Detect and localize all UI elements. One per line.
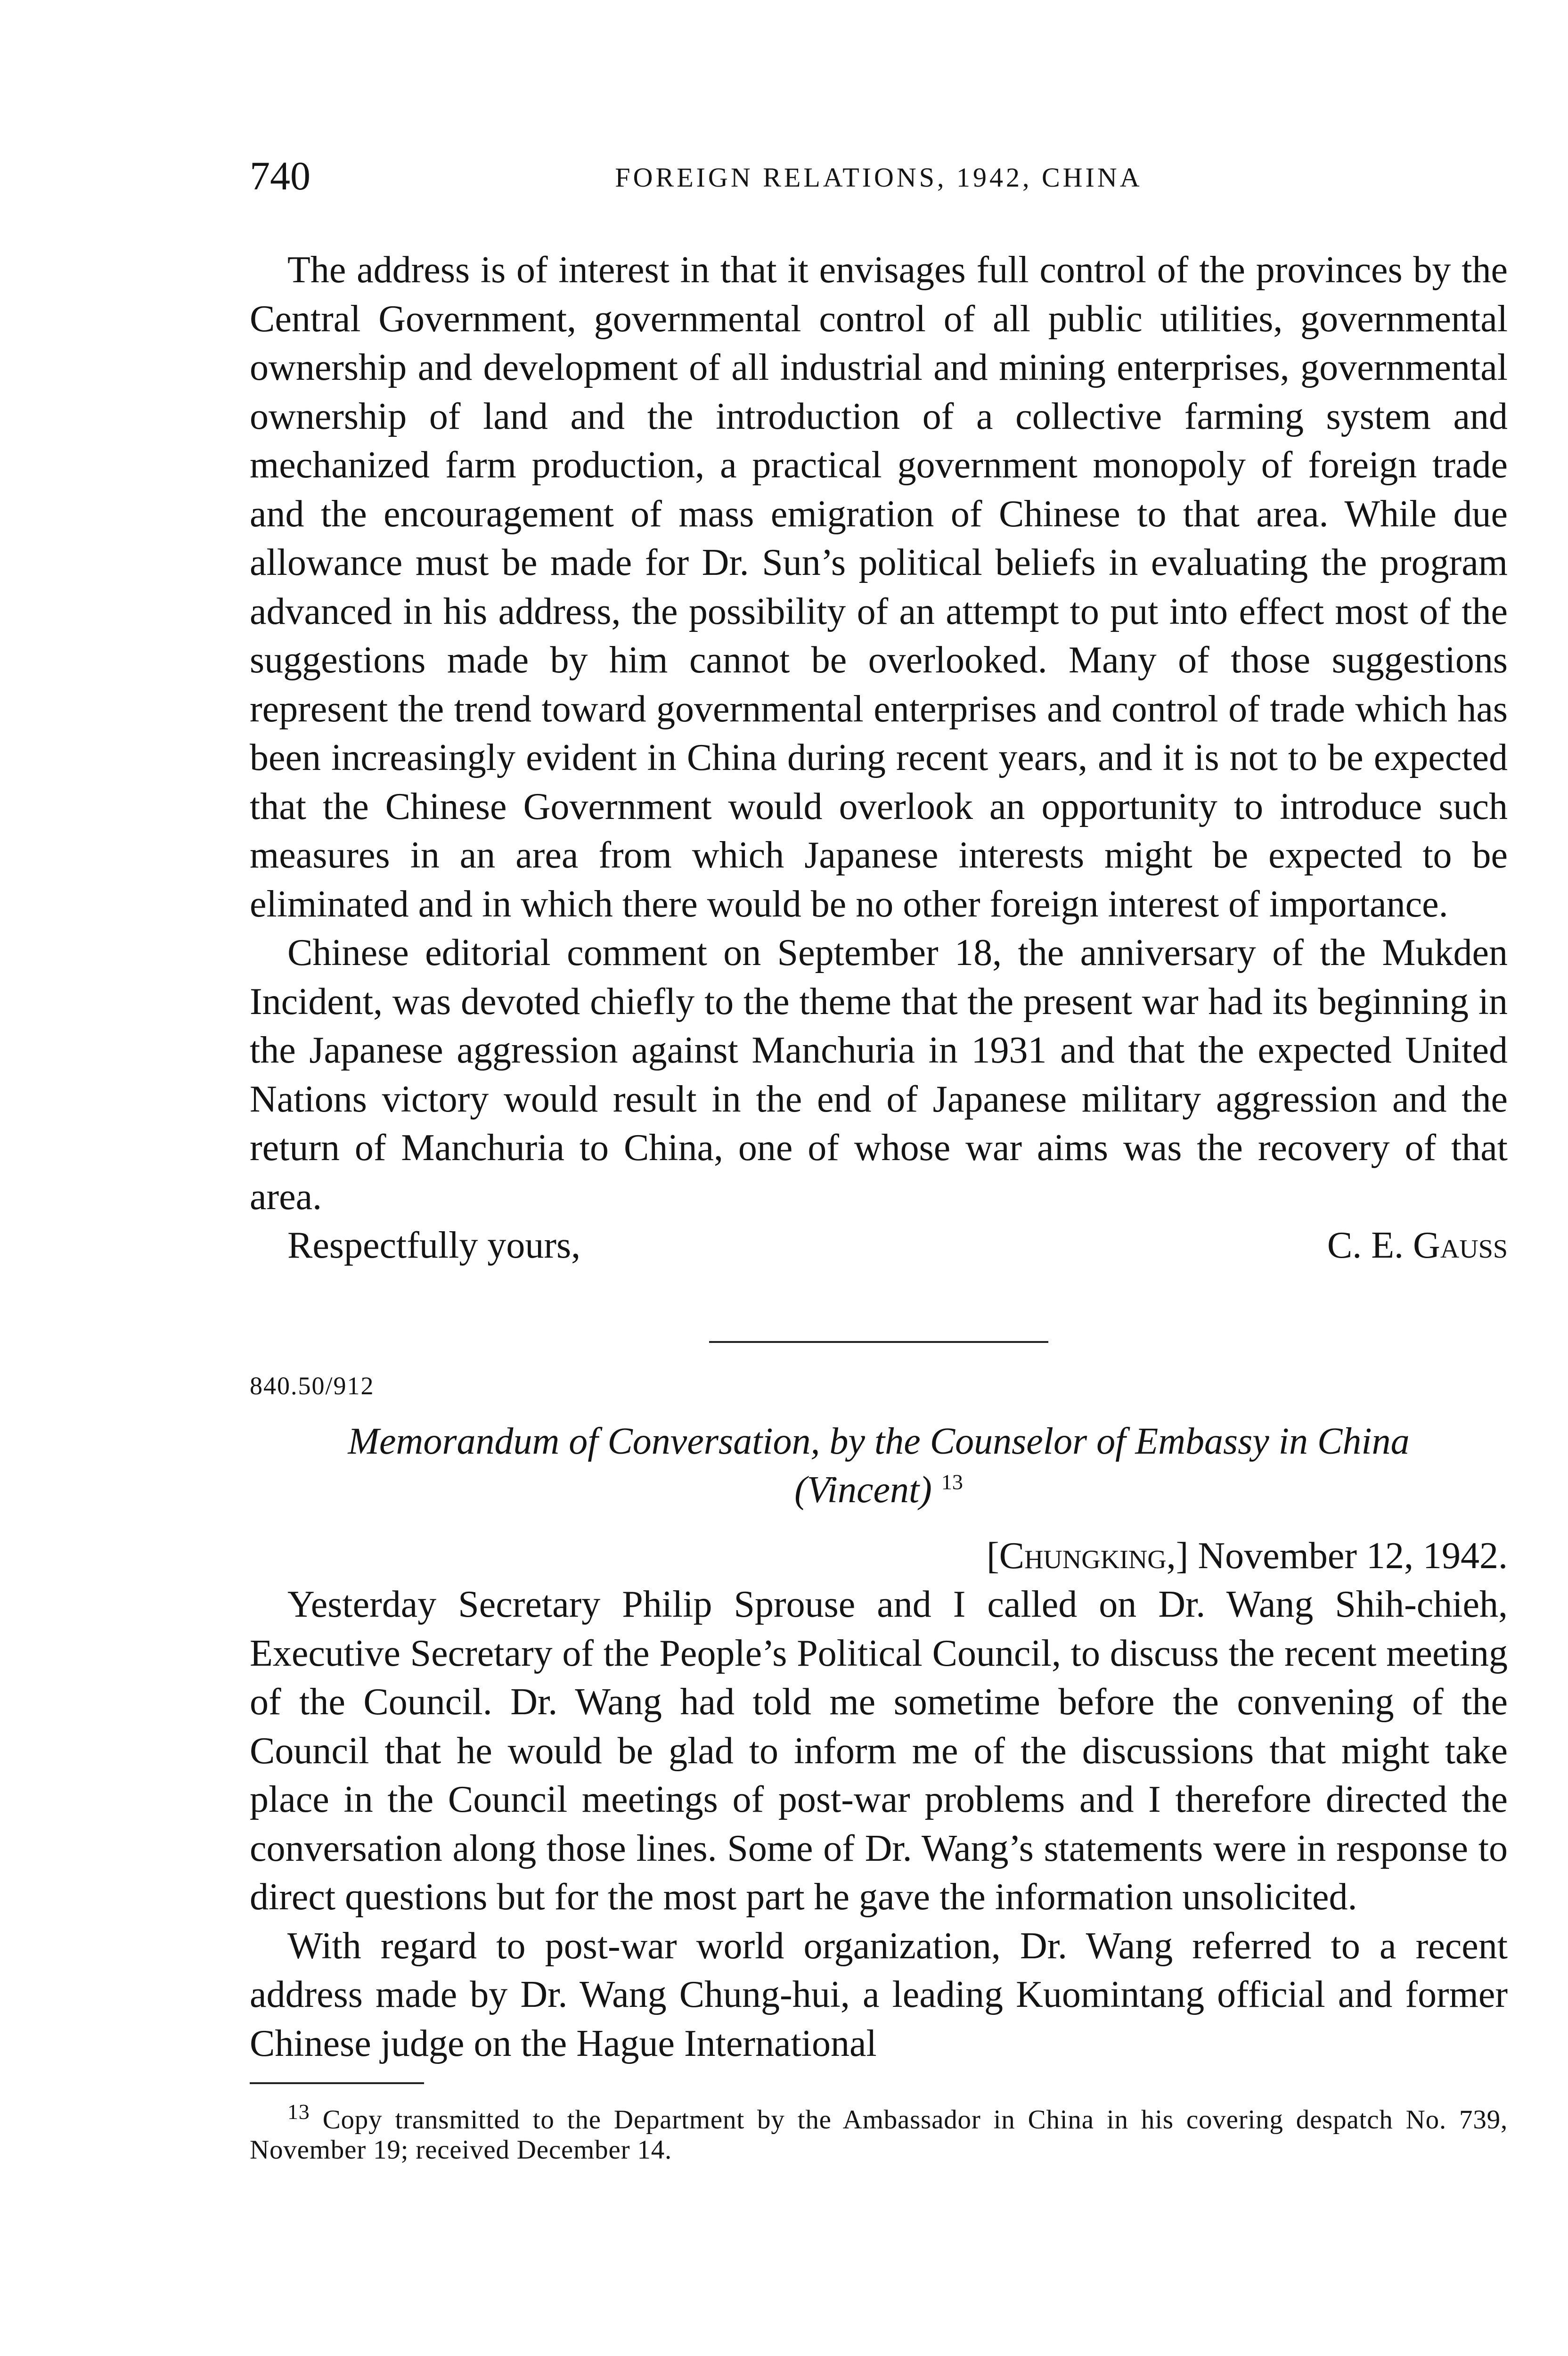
closing-salutation: Respectfully yours, bbox=[287, 1225, 581, 1266]
memo-title bbox=[250, 1417, 1508, 1515]
page-number: 740 bbox=[250, 153, 310, 198]
dateline-place: [Chungking,] bbox=[986, 1535, 1189, 1577]
memo-title-line bbox=[250, 1466, 1508, 1515]
dateline bbox=[250, 1532, 1508, 1581]
memo-paragraph: With regard to post-war world organization, Dr. Wang referred to a recent address made by Dr. Wang Chung-hui, a leading Kuomintang official and former Chinese judge on the Hague International bbox=[250, 1925, 1508, 2064]
running-title: FOREIGN RELATIONS, 1942, CHINA bbox=[615, 162, 1143, 193]
signature: C. E. Gauss bbox=[1327, 1225, 1508, 1266]
document-page bbox=[250, 155, 1508, 2165]
body-paragraph: The address is of interest in that it envisages full control of the provinces by the Central Government, governmental control of all public utilities, governmental ownership and development of all industrial and mining enterprises, governmental ownership of land and the introduction of a collective farming system and mechanized farm production, a practical government monopoly of foreign trade and the encouragement of mass emigration of Chinese to that area. While due allowance must be made for Dr. Sun’s political beliefs in evaluating the program advanced in his address, the possibility of an attempt to put into effect most of the suggestions made by him cannot be overlooked. Many of those suggestions represent the trend toward governmental enterprises and control of trade which has been increasingly evident in China during recent years, and it is not to be expected that the Chinese Government would overlook an opportunity to introduce such measures in an area from which Japanese interests might be expected to be eliminated and in which there would be no other foreign interest of importance. bbox=[250, 249, 1508, 925]
memo-paragraph: Yesterday Secretary Philip Sprouse and I called on Dr. Wang Shih-chieh, Executive Secretary of the People’s Political Council, to discuss the recent meeting of the Council. Dr. Wang had told me sometime before the convening of the Council that he would be glad to inform me of the discussions that might take place in the Council meetings of post-war problems and I therefore directed the conversation along those lines. Some of Dr. Wang’s statements were in response to direct questions but for the most part he gave the information unsolicited. bbox=[250, 1584, 1508, 1918]
memo-title-line: Memorandum of Conversation, by the Counselor of Embassy in China bbox=[348, 1420, 1410, 1462]
footnote-divider bbox=[250, 2082, 424, 2084]
file-number: 840.50/912 bbox=[250, 1371, 375, 1400]
footnote-text: Copy transmitted to the Department by the Ambassador in China in his covering despatch No. 739, November 19; received December 14. bbox=[250, 2105, 1508, 2165]
memo-title-author: (Vincent) bbox=[794, 1469, 932, 1511]
footnote-ref: 13 bbox=[941, 1470, 963, 1494]
footnote bbox=[250, 2100, 1508, 2165]
body-paragraph: Chinese editorial comment on September 18, the anniversary of the Mukden Incident, was devoted chiefly to the theme that the present war had its beginning in the Japanese aggression against Manchuria in 1931 and that the expected United Nations victory would result in the end of Japanese military aggression and the return of Manchuria to China, one of whose war aims was the recovery of that area. bbox=[250, 932, 1508, 1218]
section-divider bbox=[709, 1341, 1048, 1343]
running-head bbox=[250, 155, 1508, 207]
closing-block bbox=[250, 1221, 1508, 1270]
dateline-date: November 12, 1942. bbox=[1198, 1535, 1508, 1577]
footnote-number: 13 bbox=[287, 2100, 310, 2124]
